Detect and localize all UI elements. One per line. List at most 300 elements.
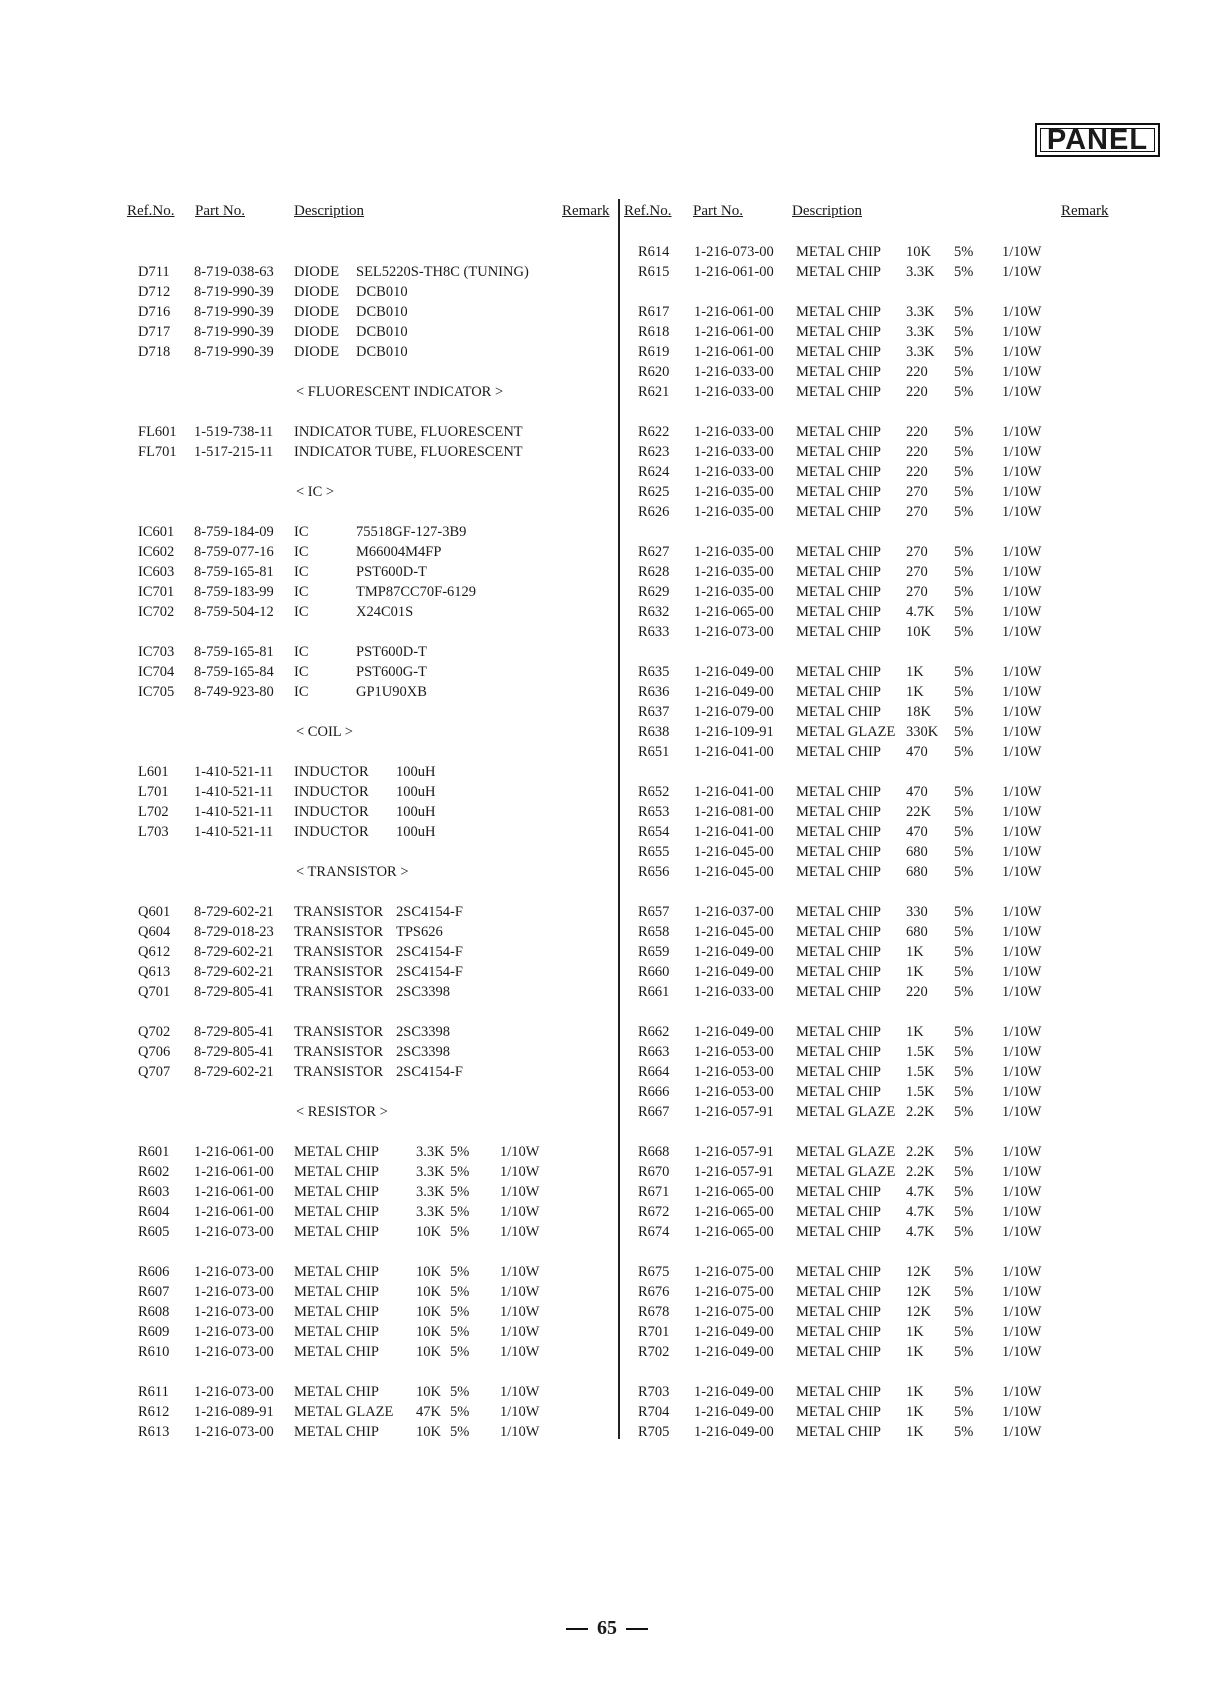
cell-ref: R637 bbox=[638, 704, 670, 720]
cell-val: 680 bbox=[906, 864, 928, 880]
cell-val: 1.5K bbox=[906, 1084, 935, 1100]
cell-pwr: 1/10W bbox=[1002, 724, 1042, 740]
cell-tol: 5% bbox=[954, 824, 974, 840]
cell-pwr: 1/10W bbox=[1002, 984, 1042, 1000]
cell-spec2: 2SC3398 bbox=[396, 1024, 450, 1040]
cell-part: 1-216-061-00 bbox=[694, 324, 774, 340]
cell-desc: METAL CHIP bbox=[796, 604, 881, 620]
cell-pwr: 1/10W bbox=[500, 1304, 540, 1320]
cell-pwr: 1/10W bbox=[1002, 364, 1042, 380]
cell-pwr: 1/10W bbox=[1002, 1224, 1042, 1240]
cell-desc: METAL CHIP bbox=[796, 1184, 881, 1200]
cell-desc: METAL CHIP bbox=[796, 1284, 881, 1300]
cell-spec: X24C01S bbox=[356, 604, 414, 620]
cell-tol: 5% bbox=[954, 1044, 974, 1060]
cell-part: 8-729-805-41 bbox=[194, 1024, 274, 1040]
cell-val: 12K bbox=[906, 1284, 931, 1300]
cell-ref: Q612 bbox=[138, 944, 171, 960]
cell-val: 10K bbox=[416, 1304, 441, 1320]
cell-desc: INDICATOR TUBE, FLUORESCENT bbox=[294, 444, 523, 460]
cell-tol: 5% bbox=[450, 1284, 470, 1300]
cell-tol: 5% bbox=[954, 904, 974, 920]
page-number bbox=[0, 1617, 1214, 1640]
cell-part: 1-216-075-00 bbox=[694, 1304, 774, 1320]
cell-part: 1-216-033-00 bbox=[694, 384, 774, 400]
cell-part: 1-517-215-11 bbox=[194, 444, 274, 460]
cell-val: 2.2K bbox=[906, 1104, 935, 1120]
cell-pwr: 1/10W bbox=[1002, 844, 1042, 860]
cell-spec2: 2SC4154-F bbox=[396, 1064, 463, 1080]
cell-ref: FL601 bbox=[138, 424, 177, 440]
cell-part: 8-729-805-41 bbox=[194, 1044, 274, 1060]
cell-tol: 5% bbox=[954, 864, 974, 880]
cell-pwr: 1/10W bbox=[1002, 684, 1042, 700]
cell-ref: R611 bbox=[138, 1384, 169, 1400]
cell-ref: R676 bbox=[638, 1284, 670, 1300]
cell-tol: 5% bbox=[954, 444, 974, 460]
cell-desc: METAL CHIP bbox=[294, 1284, 379, 1300]
cell-part: 8-749-923-80 bbox=[194, 684, 274, 700]
cell-desc: METAL CHIP bbox=[796, 744, 881, 760]
cell-ref: R629 bbox=[638, 584, 670, 600]
left-header-description: Description bbox=[294, 203, 364, 219]
cell-val: 270 bbox=[906, 504, 928, 520]
cell-tol: 5% bbox=[954, 1264, 974, 1280]
cell-spec2: 2SC4154-F bbox=[396, 944, 463, 960]
cell-pwr: 1/10W bbox=[1002, 704, 1042, 720]
cell-part: 8-719-990-39 bbox=[194, 284, 274, 300]
cell-ref: R675 bbox=[638, 1264, 670, 1280]
cell-tol: 5% bbox=[450, 1264, 470, 1280]
cell-desc: METAL CHIP bbox=[294, 1264, 379, 1280]
cell-ref: D718 bbox=[138, 344, 171, 360]
cell-part: 1-216-073-00 bbox=[194, 1424, 274, 1440]
cell-pwr: 1/10W bbox=[1002, 964, 1042, 980]
cell-ref: R618 bbox=[638, 324, 670, 340]
cell-ref: L702 bbox=[138, 804, 169, 820]
cell-desc: METAL GLAZE bbox=[796, 1104, 896, 1120]
cell-part: 1-216-079-00 bbox=[694, 704, 774, 720]
cell-desc: IC bbox=[294, 544, 309, 560]
cell-tol: 5% bbox=[954, 784, 974, 800]
cell-val: 1K bbox=[906, 1344, 924, 1360]
cell-spec2: 2SC3398 bbox=[396, 1044, 450, 1060]
cell-desc: METAL CHIP bbox=[796, 444, 881, 460]
cell-part: 1-216-049-00 bbox=[694, 1424, 774, 1440]
cell-ref: Q604 bbox=[138, 924, 171, 940]
cell-tol: 5% bbox=[954, 1324, 974, 1340]
cell-part: 8-759-165-84 bbox=[194, 664, 274, 680]
cell-spec2: 2SC3398 bbox=[396, 984, 450, 1000]
cell-ref: R657 bbox=[638, 904, 670, 920]
cell-pwr: 1/10W bbox=[1002, 324, 1042, 340]
cell-pwr: 1/10W bbox=[1002, 1204, 1042, 1220]
cell-val: 470 bbox=[906, 824, 928, 840]
cell-desc: IC bbox=[294, 604, 309, 620]
cell-pwr: 1/10W bbox=[1002, 484, 1042, 500]
cell-pwr: 1/10W bbox=[1002, 1424, 1042, 1440]
cell-ref: IC603 bbox=[138, 564, 175, 580]
cell-ref: R653 bbox=[638, 804, 670, 820]
cell-part: 1-216-053-00 bbox=[694, 1044, 774, 1060]
cell-tol: 5% bbox=[450, 1404, 470, 1420]
cell-ref: R638 bbox=[638, 724, 670, 740]
section-label: < TRANSISTOR > bbox=[296, 864, 409, 880]
cell-desc: TRANSISTOR bbox=[294, 904, 384, 920]
cell-tol: 5% bbox=[450, 1384, 470, 1400]
cell-desc: METAL CHIP bbox=[796, 504, 881, 520]
cell-pwr: 1/10W bbox=[1002, 1344, 1042, 1360]
cell-pwr: 1/10W bbox=[1002, 924, 1042, 940]
cell-tol: 5% bbox=[954, 1384, 974, 1400]
cell-ref: D712 bbox=[138, 284, 171, 300]
cell-pwr: 1/10W bbox=[1002, 584, 1042, 600]
cell-tol: 5% bbox=[954, 464, 974, 480]
cell-desc: TRANSISTOR bbox=[294, 1064, 384, 1080]
cell-spec2: TPS626 bbox=[396, 924, 443, 940]
cell-desc: TRANSISTOR bbox=[294, 964, 384, 980]
cell-tol: 5% bbox=[450, 1144, 470, 1160]
cell-ref: L701 bbox=[138, 784, 169, 800]
cell-desc: METAL CHIP bbox=[796, 1224, 881, 1240]
cell-ref: IC704 bbox=[138, 664, 175, 680]
cell-pwr: 1/10W bbox=[1002, 664, 1042, 680]
cell-tol: 5% bbox=[954, 1224, 974, 1240]
cell-ref: R604 bbox=[138, 1204, 170, 1220]
cell-ref: R625 bbox=[638, 484, 670, 500]
cell-spec: DCB010 bbox=[356, 304, 408, 320]
section-label: < IC > bbox=[296, 484, 335, 500]
cell-pwr: 1/10W bbox=[1002, 624, 1042, 640]
cell-tol: 5% bbox=[954, 664, 974, 680]
cell-ref: R702 bbox=[638, 1344, 670, 1360]
cell-part: 8-759-184-09 bbox=[194, 524, 274, 540]
cell-val: 270 bbox=[906, 564, 928, 580]
cell-val: 47K bbox=[416, 1404, 441, 1420]
cell-ref: R672 bbox=[638, 1204, 670, 1220]
cell-part: 1-216-061-00 bbox=[694, 344, 774, 360]
cell-pwr: 1/10W bbox=[1002, 464, 1042, 480]
cell-ref: R662 bbox=[638, 1024, 670, 1040]
cell-desc: METAL CHIP bbox=[796, 1324, 881, 1340]
cell-tol: 5% bbox=[954, 844, 974, 860]
cell-val: 10K bbox=[416, 1384, 441, 1400]
cell-desc: METAL GLAZE bbox=[796, 1164, 896, 1180]
cell-val: 1.5K bbox=[906, 1064, 935, 1080]
cell-ref: R607 bbox=[138, 1284, 170, 1300]
cell-val: 22K bbox=[906, 804, 931, 820]
cell-part: 1-216-049-00 bbox=[694, 664, 774, 680]
cell-spec: DCB010 bbox=[356, 324, 408, 340]
cell-spec: TMP87CC70F-6129 bbox=[356, 584, 477, 600]
cell-pwr: 1/10W bbox=[500, 1284, 540, 1300]
cell-part: 1-216-073-00 bbox=[694, 624, 774, 640]
cell-part: 8-729-602-21 bbox=[194, 1064, 274, 1080]
cell-desc: METAL CHIP bbox=[294, 1204, 379, 1220]
cell-part: 1-216-061-00 bbox=[194, 1164, 274, 1180]
cell-desc: IC bbox=[294, 644, 309, 660]
cell-val: 1.5K bbox=[906, 1044, 935, 1060]
cell-val: 220 bbox=[906, 444, 928, 460]
cell-part: 8-729-018-23 bbox=[194, 924, 274, 940]
cell-desc: METAL CHIP bbox=[796, 1384, 881, 1400]
cell-part: 1-410-521-11 bbox=[194, 824, 274, 840]
cell-desc: METAL CHIP bbox=[294, 1324, 379, 1340]
cell-pwr: 1/10W bbox=[1002, 244, 1042, 260]
cell-part: 1-216-109-91 bbox=[694, 724, 774, 740]
left-header-part-no: Part No. bbox=[195, 203, 245, 219]
cell-tol: 5% bbox=[954, 1404, 974, 1420]
cell-part: 1-216-045-00 bbox=[694, 844, 774, 860]
cell-ref: R602 bbox=[138, 1164, 170, 1180]
cell-desc: INDUCTOR bbox=[294, 804, 369, 820]
panel-title: PANEL bbox=[1046, 123, 1149, 156]
cell-part: 1-216-061-00 bbox=[194, 1184, 274, 1200]
cell-desc: METAL CHIP bbox=[796, 1204, 881, 1220]
cell-part: 1-410-521-11 bbox=[194, 764, 274, 780]
cell-desc: INDUCTOR bbox=[294, 784, 369, 800]
cell-ref: R701 bbox=[638, 1324, 670, 1340]
cell-ref: R610 bbox=[138, 1344, 170, 1360]
cell-desc: METAL CHIP bbox=[796, 584, 881, 600]
cell-desc: INDUCTOR bbox=[294, 764, 369, 780]
cell-spec: PST600D-T bbox=[356, 564, 427, 580]
cell-val: 1K bbox=[906, 944, 924, 960]
cell-part: 1-216-041-00 bbox=[694, 784, 774, 800]
cell-val: 220 bbox=[906, 364, 928, 380]
cell-tol: 5% bbox=[954, 324, 974, 340]
cell-ref: Q702 bbox=[138, 1024, 171, 1040]
cell-desc: DIODE bbox=[294, 264, 340, 280]
cell-tol: 5% bbox=[954, 1304, 974, 1320]
cell-val: 10K bbox=[416, 1264, 441, 1280]
cell-tol: 5% bbox=[954, 744, 974, 760]
cell-desc: METAL CHIP bbox=[796, 964, 881, 980]
cell-ref: Q707 bbox=[138, 1064, 171, 1080]
cell-val: 1K bbox=[906, 664, 924, 680]
cell-tol: 5% bbox=[954, 1144, 974, 1160]
cell-ref: R651 bbox=[638, 744, 670, 760]
cell-val: 18K bbox=[906, 704, 931, 720]
cell-pwr: 1/10W bbox=[1002, 824, 1042, 840]
cell-part: 8-759-165-81 bbox=[194, 644, 274, 660]
cell-desc: METAL CHIP bbox=[294, 1344, 379, 1360]
section-label: < FLUORESCENT INDICATOR > bbox=[296, 384, 504, 400]
cell-part: 8-729-602-21 bbox=[194, 904, 274, 920]
cell-part: 1-216-049-00 bbox=[694, 1344, 774, 1360]
cell-part: 1-216-073-00 bbox=[194, 1324, 274, 1340]
cell-part: 1-216-045-00 bbox=[694, 864, 774, 880]
cell-pwr: 1/10W bbox=[500, 1184, 540, 1200]
cell-val: 3.3K bbox=[416, 1204, 445, 1220]
cell-tol: 5% bbox=[954, 724, 974, 740]
cell-part: 1-410-521-11 bbox=[194, 804, 274, 820]
cell-tol: 5% bbox=[954, 1084, 974, 1100]
cell-spec: PST600D-T bbox=[356, 644, 427, 660]
cell-val: 470 bbox=[906, 784, 928, 800]
cell-val: 3.3K bbox=[416, 1144, 445, 1160]
cell-desc: METAL CHIP bbox=[796, 464, 881, 480]
cell-part: 8-719-990-39 bbox=[194, 324, 274, 340]
cell-tol: 5% bbox=[954, 304, 974, 320]
cell-ref: R635 bbox=[638, 664, 670, 680]
page-number-text: 65 bbox=[597, 1617, 617, 1639]
cell-ref: R705 bbox=[638, 1424, 670, 1440]
cell-tol: 5% bbox=[954, 944, 974, 960]
cell-part: 1-216-061-00 bbox=[694, 264, 774, 280]
cell-ref: R609 bbox=[138, 1324, 170, 1340]
cell-desc: METAL CHIP bbox=[796, 704, 881, 720]
cell-ref: R658 bbox=[638, 924, 670, 940]
cell-pwr: 1/10W bbox=[1002, 304, 1042, 320]
cell-pwr: 1/10W bbox=[1002, 1324, 1042, 1340]
cell-ref: R668 bbox=[638, 1144, 670, 1160]
cell-val: 10K bbox=[416, 1224, 441, 1240]
cell-ref: R620 bbox=[638, 364, 670, 380]
cell-desc: METAL CHIP bbox=[796, 264, 881, 280]
cell-part: 1-216-061-00 bbox=[694, 304, 774, 320]
cell-part: 8-719-990-39 bbox=[194, 304, 274, 320]
cell-tol: 5% bbox=[954, 1164, 974, 1180]
cell-desc: INDUCTOR bbox=[294, 824, 369, 840]
cell-desc: METAL CHIP bbox=[294, 1224, 379, 1240]
cell-part: 1-216-065-00 bbox=[694, 1224, 774, 1240]
cell-desc: METAL CHIP bbox=[796, 424, 881, 440]
cell-pwr: 1/10W bbox=[500, 1424, 540, 1440]
cell-val: 270 bbox=[906, 544, 928, 560]
cell-val: 12K bbox=[906, 1304, 931, 1320]
cell-ref: L601 bbox=[138, 764, 169, 780]
cell-pwr: 1/10W bbox=[1002, 804, 1042, 820]
cell-val: 2.2K bbox=[906, 1144, 935, 1160]
cell-part: 1-216-035-00 bbox=[694, 564, 774, 580]
cell-tol: 5% bbox=[954, 704, 974, 720]
cell-tol: 5% bbox=[954, 624, 974, 640]
cell-desc: IC bbox=[294, 524, 309, 540]
cell-val: 10K bbox=[416, 1284, 441, 1300]
cell-ref: D711 bbox=[138, 264, 170, 280]
cell-pwr: 1/10W bbox=[1002, 1044, 1042, 1060]
cell-part: 1-216-041-00 bbox=[694, 824, 774, 840]
cell-desc: METAL CHIP bbox=[796, 924, 881, 940]
cell-ref: R661 bbox=[638, 984, 670, 1000]
cell-desc: METAL CHIP bbox=[294, 1184, 379, 1200]
cell-part: 1-410-521-11 bbox=[194, 784, 274, 800]
cell-part: 1-216-035-00 bbox=[694, 544, 774, 560]
cell-tol: 5% bbox=[954, 964, 974, 980]
column-divider bbox=[618, 199, 620, 1439]
cell-part: 1-216-033-00 bbox=[694, 984, 774, 1000]
cell-pwr: 1/10W bbox=[1002, 944, 1042, 960]
cell-part: 8-759-165-81 bbox=[194, 564, 274, 580]
cell-desc: METAL CHIP bbox=[796, 944, 881, 960]
cell-pwr: 1/10W bbox=[1002, 1304, 1042, 1320]
cell-ref: R626 bbox=[638, 504, 670, 520]
cell-ref: D717 bbox=[138, 324, 171, 340]
cell-spec: 75518GF-127-3B9 bbox=[356, 524, 467, 540]
cell-desc: METAL CHIP bbox=[796, 1024, 881, 1040]
panel-title-box bbox=[1035, 123, 1160, 157]
cell-ref: R632 bbox=[638, 604, 670, 620]
cell-part: 1-216-053-00 bbox=[694, 1084, 774, 1100]
cell-desc: METAL CHIP bbox=[294, 1424, 379, 1440]
cell-part: 1-216-033-00 bbox=[694, 464, 774, 480]
cell-ref: R614 bbox=[638, 244, 670, 260]
cell-ref: IC705 bbox=[138, 684, 175, 700]
cell-ref: R678 bbox=[638, 1304, 670, 1320]
cell-ref: IC702 bbox=[138, 604, 175, 620]
cell-desc: METAL CHIP bbox=[294, 1144, 379, 1160]
cell-pwr: 1/10W bbox=[1002, 864, 1042, 880]
cell-part: 1-216-057-91 bbox=[694, 1164, 774, 1180]
cell-ref: R623 bbox=[638, 444, 670, 460]
left-header-ref-no: Ref.No. bbox=[127, 203, 175, 219]
cell-tol: 5% bbox=[954, 424, 974, 440]
cell-val: 3.3K bbox=[906, 304, 935, 320]
cell-val: 220 bbox=[906, 984, 928, 1000]
cell-desc: METAL CHIP bbox=[796, 824, 881, 840]
cell-part: 1-216-045-00 bbox=[694, 924, 774, 940]
dash-right bbox=[626, 1628, 648, 1630]
cell-desc: METAL CHIP bbox=[796, 324, 881, 340]
cell-pwr: 1/10W bbox=[1002, 1084, 1042, 1100]
cell-val: 3.3K bbox=[416, 1164, 445, 1180]
cell-pwr: 1/10W bbox=[500, 1344, 540, 1360]
cell-pwr: 1/10W bbox=[1002, 344, 1042, 360]
cell-val: 3.3K bbox=[416, 1184, 445, 1200]
cell-ref: IC602 bbox=[138, 544, 175, 560]
cell-tol: 5% bbox=[450, 1184, 470, 1200]
cell-part: 1-216-033-00 bbox=[694, 364, 774, 380]
cell-desc: METAL GLAZE bbox=[294, 1404, 394, 1420]
cell-tol: 5% bbox=[954, 1424, 974, 1440]
cell-tol: 5% bbox=[954, 684, 974, 700]
cell-tol: 5% bbox=[954, 484, 974, 500]
cell-val: 4.7K bbox=[906, 1204, 935, 1220]
cell-val: 100uH bbox=[396, 764, 436, 780]
cell-val: 680 bbox=[906, 924, 928, 940]
cell-part: 1-216-041-00 bbox=[694, 744, 774, 760]
cell-val: 1K bbox=[906, 684, 924, 700]
cell-ref: R652 bbox=[638, 784, 670, 800]
cell-part: 8-729-805-41 bbox=[194, 984, 274, 1000]
cell-val: 2.2K bbox=[906, 1164, 935, 1180]
cell-part: 1-216-061-00 bbox=[194, 1144, 274, 1160]
cell-desc: IC bbox=[294, 684, 309, 700]
cell-part: 1-216-081-00 bbox=[694, 804, 774, 820]
cell-ref: D716 bbox=[138, 304, 171, 320]
cell-pwr: 1/10W bbox=[1002, 444, 1042, 460]
cell-spec: SEL5220S-TH8C (TUNING) bbox=[356, 264, 529, 280]
cell-ref: R660 bbox=[638, 964, 670, 980]
dash-left bbox=[566, 1628, 588, 1630]
cell-pwr: 1/10W bbox=[1002, 744, 1042, 760]
cell-part: 1-216-037-00 bbox=[694, 904, 774, 920]
cell-ref: R619 bbox=[638, 344, 670, 360]
cell-pwr: 1/10W bbox=[1002, 1384, 1042, 1400]
cell-tol: 5% bbox=[954, 984, 974, 1000]
cell-desc: TRANSISTOR bbox=[294, 984, 384, 1000]
cell-val: 10K bbox=[906, 624, 931, 640]
cell-pwr: 1/10W bbox=[500, 1384, 540, 1400]
cell-pwr: 1/10W bbox=[1002, 604, 1042, 620]
cell-ref: Q601 bbox=[138, 904, 171, 920]
cell-ref: R613 bbox=[138, 1424, 170, 1440]
cell-ref: R606 bbox=[138, 1264, 170, 1280]
cell-val: 10K bbox=[416, 1424, 441, 1440]
left-header-remark: Remark bbox=[562, 203, 610, 219]
cell-desc: METAL CHIP bbox=[796, 364, 881, 380]
